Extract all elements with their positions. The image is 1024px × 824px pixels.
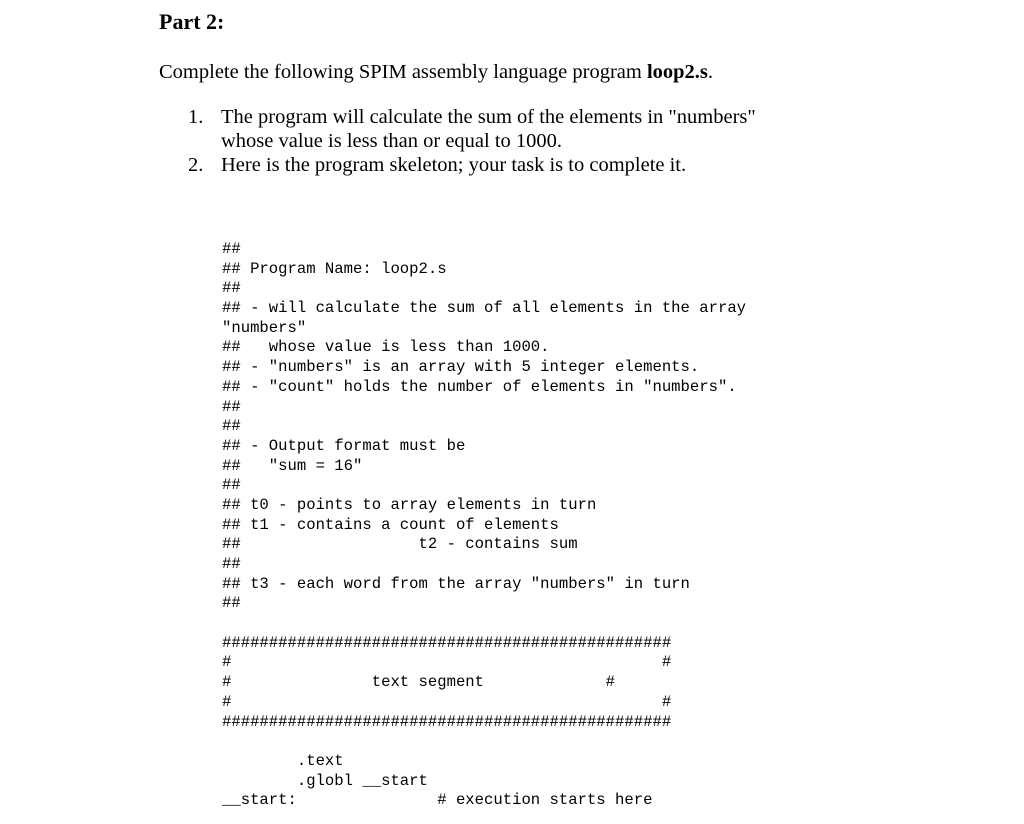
code-line: ## whose value is less than 1000. [222, 338, 550, 357]
intro-paragraph [159, 58, 713, 86]
item-line: The program will calculate the sum of the elements in "numbers" [221, 106, 756, 128]
instruction-item [188, 105, 756, 153]
code-line: ################################################ [222, 712, 672, 731]
code-line: ## t2 - contains sum [222, 535, 578, 554]
code-line: ## [222, 476, 241, 495]
item-number: 2. [188, 154, 204, 176]
part-heading: Part 2: [159, 9, 225, 34]
code-line [222, 614, 746, 634]
code-line: ## [222, 279, 241, 298]
code-line: ## [222, 594, 241, 613]
code-line: ## Program Name: loop2.s [222, 259, 447, 278]
code-listing [222, 240, 746, 811]
item-number: 1. [188, 106, 204, 128]
code-line: ## t0 - points to array elements in turn [222, 495, 597, 514]
intro-text: Complete the following SPIM assembly language program [159, 61, 647, 83]
intro-suffix: . [707, 61, 714, 83]
code-line: ## [222, 240, 241, 258]
code-line: "numbers" [222, 318, 307, 337]
code-line: ## [222, 555, 241, 573]
code-line: ## "sum = 16" [222, 456, 363, 475]
code-line: ## - "numbers" is an array with 5 integer elements. [222, 358, 700, 377]
instruction-item [188, 153, 756, 177]
instructions-list [188, 105, 756, 177]
code-line: # # [222, 692, 672, 711]
code-line: ## [222, 417, 241, 436]
code-line: ## - will calculate the sum of all elements in the array [222, 299, 747, 318]
code-line: # # [222, 653, 672, 672]
code-line: ## t1 - contains a count of elements [222, 515, 559, 534]
code-line: ## [222, 397, 241, 416]
code-line: .text [222, 751, 344, 770]
code-line: ## - Output format must be [222, 436, 466, 455]
code-line: .globl __start [222, 771, 428, 790]
item-line: Here is the program skeleton; your task is to complete it. [221, 154, 687, 176]
code-line: # text segment # [222, 673, 616, 692]
program-filename: loop2.s [646, 61, 708, 83]
code-line [222, 732, 746, 752]
code-line: ################################################ [222, 633, 672, 652]
code-line: __start: # execution starts here [222, 791, 653, 810]
code-line: ## t3 - each word from the array "numbers" in turn [222, 574, 690, 593]
code-line: ## - "count" holds the number of elements in "numbers". [222, 377, 737, 396]
item-line: whose value is less than or equal to 1000. [221, 130, 563, 152]
